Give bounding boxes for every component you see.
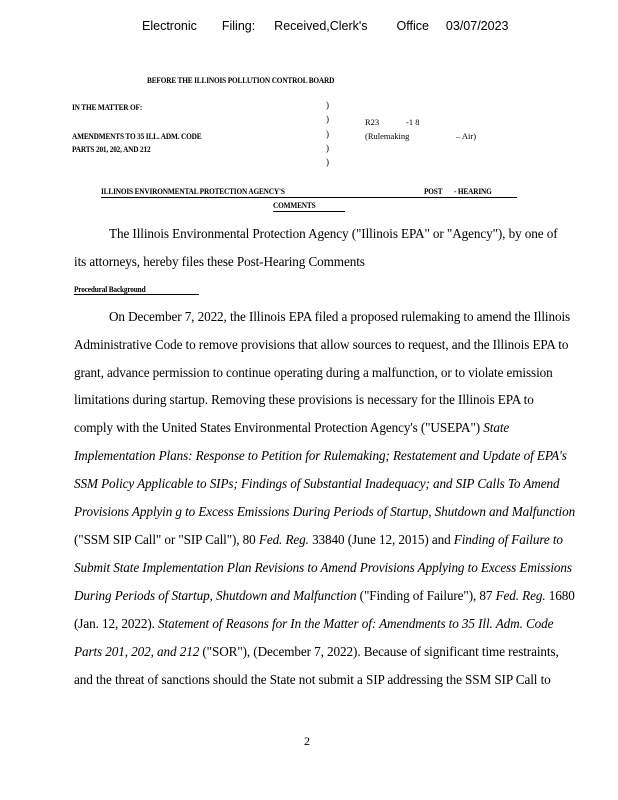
in-the-matter-label: IN THE MATTER OF: bbox=[72, 102, 143, 112]
body-line-3: On December 7, 2022, the Illinois EPA filed a proposed rulemaking to amend the Illinois bbox=[109, 309, 571, 324]
board-heading: BEFORE THE ILLINOIS POLLUTION CONTROL BOARD bbox=[147, 75, 335, 85]
amendments-line-1: AMENDMENTS TO 35 ILL. ADM. CODE bbox=[72, 131, 202, 141]
body-line-4: Administrative Code to remove provisions that allow sources to request, and the Illinois EPA to bbox=[74, 337, 569, 352]
body-line-12: Submit State Implementation Plan Revisions to Amend Provisions Applying to Excess Emissions bbox=[74, 560, 572, 575]
title-underline bbox=[101, 197, 517, 198]
body-line-11 bbox=[74, 532, 563, 548]
docket-number: -1 8 bbox=[406, 117, 420, 127]
header-word-electronic: Electronic bbox=[142, 19, 197, 33]
title-hearing: - HEARING bbox=[454, 186, 492, 196]
body-line-9: SSM Policy Applicable to SIPs; Findings of Substantial Inadequacy; and SIP Calls To Amend bbox=[74, 476, 560, 491]
body-line-2: its attorneys, hereby files these Post-Hearing Comments bbox=[74, 254, 365, 269]
body-line-5: grant, advance permission to continue operating during a malfunction, or to violate emission bbox=[74, 365, 553, 380]
caption-paren-5: ) bbox=[326, 157, 329, 167]
body-line-11-fedreg: Fed. Reg. bbox=[258, 532, 309, 547]
body-line-13-a: During Periods of Startup, Shutdown and Malfunction bbox=[74, 588, 357, 603]
section-heading-underline bbox=[74, 294, 199, 295]
body-line-7 bbox=[74, 420, 509, 436]
section-heading-procedural-background: Procedural Background bbox=[74, 284, 146, 294]
body-line-13-fedreg: Fed. Reg. bbox=[495, 588, 546, 603]
body-line-15-b: ("SOR"), bbox=[202, 644, 251, 659]
body-line-15-d: Because of significant time restraints, bbox=[363, 644, 559, 659]
body-line-7-italic: State bbox=[483, 420, 510, 435]
comments-underline bbox=[273, 211, 345, 212]
body-line-11-finding: Finding of Failure to bbox=[453, 532, 563, 547]
header-word-filing: Filing: bbox=[221, 19, 256, 33]
title-post: POST bbox=[424, 186, 443, 196]
body-line-10: Provisions Applyin g to Excess Emissions During Periods of Startup, Shutdown and Malfunction bbox=[74, 504, 576, 519]
body-line-15-a: Parts 201, 202, and 212 bbox=[74, 644, 200, 659]
rulemaking-label: (Rulemaking bbox=[365, 131, 410, 141]
header-word-received: Received,Clerk's bbox=[274, 19, 368, 33]
caption-paren-3: ) bbox=[326, 129, 329, 139]
body-line-15-c: (December 7, 2022). bbox=[253, 644, 361, 659]
body-line-16: and the threat of sanctions should the State not submit a SIP addressing the SSM SIP Call to bbox=[74, 672, 551, 687]
body-line-13-b: ("Finding of Failure"), 87 bbox=[359, 588, 493, 603]
docket-r-label: R23 bbox=[365, 117, 380, 127]
body-line-14-a: (Jan. 12, 2022). bbox=[74, 616, 155, 631]
amendments-line-2: PARTS 201, 202, AND 212 bbox=[72, 144, 151, 154]
title-agency: ILLINOIS ENVIRONMENTAL PROTECTION AGENCY'S bbox=[101, 186, 285, 196]
body-line-15 bbox=[74, 644, 559, 660]
filing-stamp-header bbox=[142, 19, 508, 33]
body-line-13 bbox=[74, 588, 575, 604]
body-line-14-b: Statement of Reasons for In the Matter of: Amendments to 35 Ill. Adm. Code bbox=[158, 616, 554, 631]
body-line-8: Implementation Plans: Response to Petition for Rulemaking; Restatement and Update of EPA's bbox=[74, 448, 567, 463]
header-date: 03/07/2023 bbox=[445, 19, 509, 33]
body-line-7-text: comply with the United States Environmental Protection Agency's ("USEPA") bbox=[74, 420, 481, 435]
caption-paren-2: ) bbox=[326, 114, 329, 124]
body-line-11-a: ("SSM SIP Call" or "SIP Call"), 80 bbox=[74, 532, 256, 547]
page-number: 2 bbox=[304, 734, 310, 748]
caption-paren-1: ) bbox=[326, 100, 329, 110]
rulemaking-type: – Air) bbox=[456, 131, 477, 141]
title-comments: COMMENTS bbox=[273, 200, 316, 210]
body-line-1: The Illinois Environmental Protection Agency ("Illinois EPA" or "Agency"), by one of bbox=[109, 226, 558, 241]
body-line-13-d: 1680 bbox=[548, 588, 575, 603]
caption-paren-4: ) bbox=[326, 143, 329, 153]
body-line-11-c: 33840 (June 12, 2015) and bbox=[312, 532, 451, 547]
body-line-6: limitations during startup. Removing these provisions is necessary for the Illinois EPA to bbox=[74, 392, 534, 407]
header-word-office: Office bbox=[396, 19, 429, 33]
body-line-14 bbox=[74, 616, 553, 632]
